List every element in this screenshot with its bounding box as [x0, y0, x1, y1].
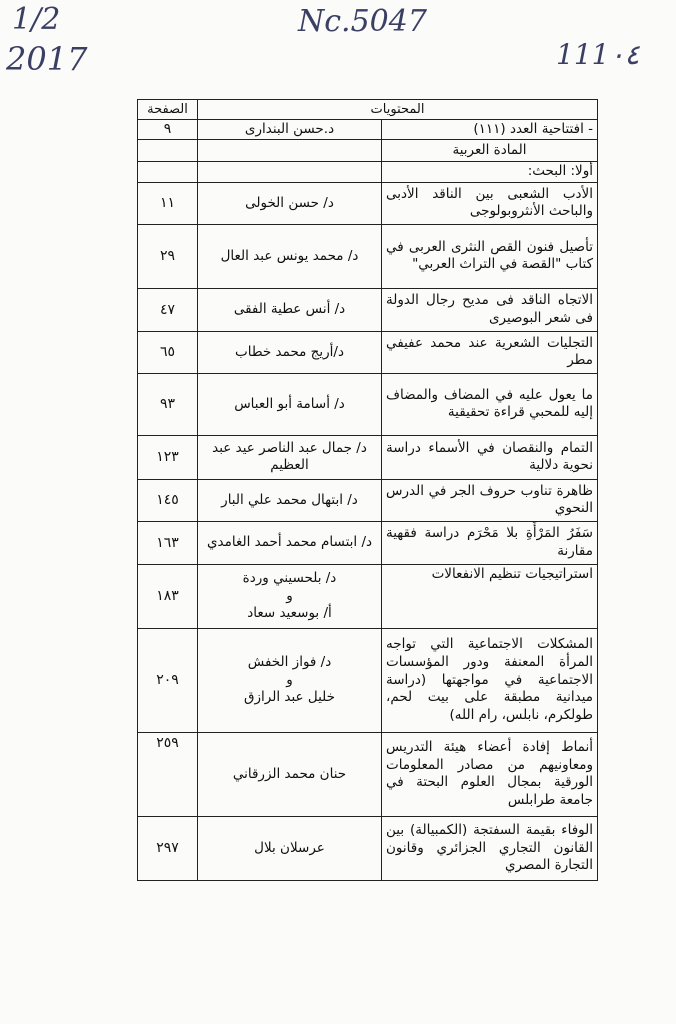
table-row	[138, 162, 598, 183]
entry-page: ١٦٣	[138, 521, 198, 564]
table-row	[138, 373, 598, 435]
entry-author: د/أريج محمد خطاب	[198, 331, 382, 373]
entry-title: التمام والنقصان في الأسماء دراسة نحوية دلالية	[382, 435, 598, 479]
entry-author: د.حسن البندارى	[198, 120, 382, 140]
table-row	[138, 140, 598, 162]
author-line: د/ فواز الخفش	[247, 653, 332, 670]
entry-page: ٩٣	[138, 373, 198, 435]
author-line: د/ بلحسيني وردة	[242, 569, 337, 586]
section-subtitle: أولا: البحث:	[382, 162, 598, 183]
author-conjunction: و	[286, 671, 293, 688]
entry-author: د/ جمال عبد الناصر عيد عبد العظيم	[198, 435, 382, 479]
table-row	[138, 564, 598, 628]
entry-title: سَفَرُ المَرْأَةِ بلا مَحْرَم دراسة فقهية مقارنة	[382, 521, 598, 564]
handwritten-fraction: 1/2	[12, 2, 61, 37]
entry-title: استراتيجيات تنظيم الانفعالات	[382, 564, 598, 628]
entry-page: ٢٩	[138, 224, 198, 288]
entry-title: - افتتاحية العدد (١١١)	[382, 120, 598, 140]
author-conjunction: و	[286, 587, 293, 604]
entry-author	[198, 162, 382, 183]
entry-title: أنماط إفادة أعضاء هيئة التدريس ومعاونيهم من مصادر المعلومات الورقية بمجال العلوم البحتة في جامعة طرابلس	[382, 732, 598, 816]
entry-page: ٢٠٩	[138, 628, 198, 732]
table-row	[138, 479, 598, 521]
author-line: أ/ بوسعيد سعاد	[247, 605, 332, 622]
entry-page	[138, 162, 198, 183]
entry-title: ظاهرة تناوب حروف الجر في الدرس النحوي	[382, 479, 598, 521]
entry-author: د/ حسن الخولى	[198, 182, 382, 224]
table-row	[138, 816, 598, 880]
entry-page: ١٨٣	[138, 564, 198, 628]
entry-title: ما يعول عليه في المضاف والمضاف إليه للمحبي قراءة تحقيقية	[382, 373, 598, 435]
table-row	[138, 224, 598, 288]
handwritten-issue-number: 111٠٤	[556, 38, 640, 71]
entry-page: ٤٧	[138, 288, 198, 331]
entry-author: د/ ابتسام محمد أحمد الغامدي	[198, 521, 382, 564]
table-row	[138, 435, 598, 479]
entry-title: الاتجاه الناقد فى مديح رجال الدولة فى شعر البوصيرى	[382, 288, 598, 331]
entry-author: د/ ابتهال محمد علي البار	[198, 479, 382, 521]
entry-page: ١٢٣	[138, 435, 198, 479]
entry-title: الأدب الشعبى بين الناقد الأدبى والباحث الأنثروبولوجى	[382, 182, 598, 224]
entry-title: الوفاء بقيمة السفتجة (الكمبيالة) بين القانون التجاري الجزائري وقانون التجارة المصري	[382, 816, 598, 880]
entry-author: د/ أسامة أبو العباس	[198, 373, 382, 435]
entry-page: ٢٩٧	[138, 816, 198, 880]
entry-title: المشكلات الاجتماعية التي تواجه المرأة المعنفة ودور المؤسسات الاجتماعية في مواجهتها (دراسة ميدانية مطبقة على بيت لحم، طولكرم، نابلس، رام الله)	[382, 628, 598, 732]
entry-page: ١٤٥	[138, 479, 198, 521]
entry-author: حنان محمد الزرقاني	[198, 732, 382, 816]
section-title: المادة العربية	[382, 140, 598, 162]
contents-header: المحتويات	[198, 100, 598, 120]
page-header: الصفحة	[138, 100, 198, 120]
handwritten-year: 2017	[6, 40, 88, 78]
table-row	[138, 628, 598, 732]
entry-page: ٦٥	[138, 331, 198, 373]
table-row	[138, 288, 598, 331]
table-row	[138, 182, 598, 224]
entry-author: عرسلان بلال	[198, 816, 382, 880]
handwritten-catalog-code: Nc.5047	[298, 4, 427, 39]
entry-author: د/ أنس عطية الفقى	[198, 288, 382, 331]
entry-page: ٩	[138, 120, 198, 140]
table-row	[138, 732, 598, 816]
entry-page	[138, 140, 198, 162]
entry-authors	[198, 564, 382, 628]
entry-title: التجليات الشعرية عند محمد عفيفي مطر	[382, 331, 598, 373]
table-row	[138, 120, 598, 140]
table-row	[138, 331, 598, 373]
entry-authors	[198, 628, 382, 732]
entry-title: تأصيل فنون القص النثرى العربى في كتاب "القصة في التراث العربي"	[382, 224, 598, 288]
contents-table	[137, 99, 598, 881]
entry-page: ١١	[138, 182, 198, 224]
author-line: خليل عبد الرازق	[244, 689, 335, 706]
entry-page: ٢٥٩	[138, 732, 198, 816]
entry-author	[198, 140, 382, 162]
table-header-row	[138, 100, 598, 120]
entry-author: د/ محمد يونس عبد العال	[198, 224, 382, 288]
table-row	[138, 521, 598, 564]
